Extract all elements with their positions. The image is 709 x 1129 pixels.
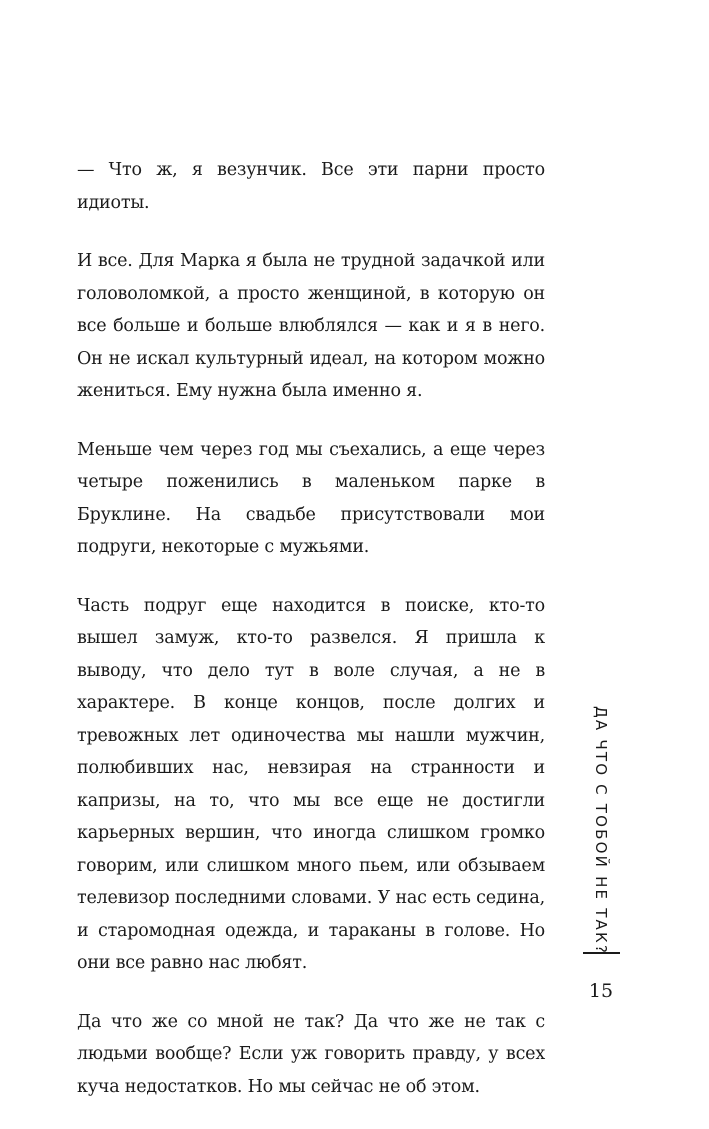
paragraph-4: Часть подруг еще находится в поиске, кто-то вышел замуж, кто-то развелся. Я пришла к выводу, что дело тут в воле случая, а не в характере. В конце концов, после долгих и тревожных лет одиночества мы нашли мужчин, полюбивших нас, невзирая на странности и капризы, на то, что мы все еще не достигли карьерных вершин, что иногда слишком громко говорим, или слишком много пьем, или обзываем телевизор последними словами. У нас есть седина, и старомодная одежда, и тараканы в голове. Но они все равно нас любят. (77, 595, 545, 973)
body-text (77, 154, 545, 1129)
header-divider (583, 952, 620, 954)
running-header: ДА ЧТО С ТОБОЙ НЕ ТАК? (592, 706, 610, 956)
paragraph-2: И все. Для Марка я была не трудной задачкой или головоломкой, а просто женщиной, в которую он все больше и больше влюблялся — как и я в него. Он не искал культурный идеал, на котором можно жениться. Ему нужна была именно я. (77, 251, 545, 401)
paragraph-3: Меньше чем через год мы съехались, а еще через четыре поженились в маленьком парке в Бруклине. На свадьбе присутствовали мои подруги, некоторые с мужьями. (77, 439, 545, 557)
paragraph-5: Да что же со мной не так? Да что же не так с людьми вообще? Если уж говорить правду, у всех куча недостатков. Но мы сейчас не об этом. (77, 1011, 545, 1097)
page-number: 15 (588, 980, 614, 1002)
paragraph-1: — Что ж, я везунчик. Все эти парни просто идиоты. (77, 160, 545, 213)
